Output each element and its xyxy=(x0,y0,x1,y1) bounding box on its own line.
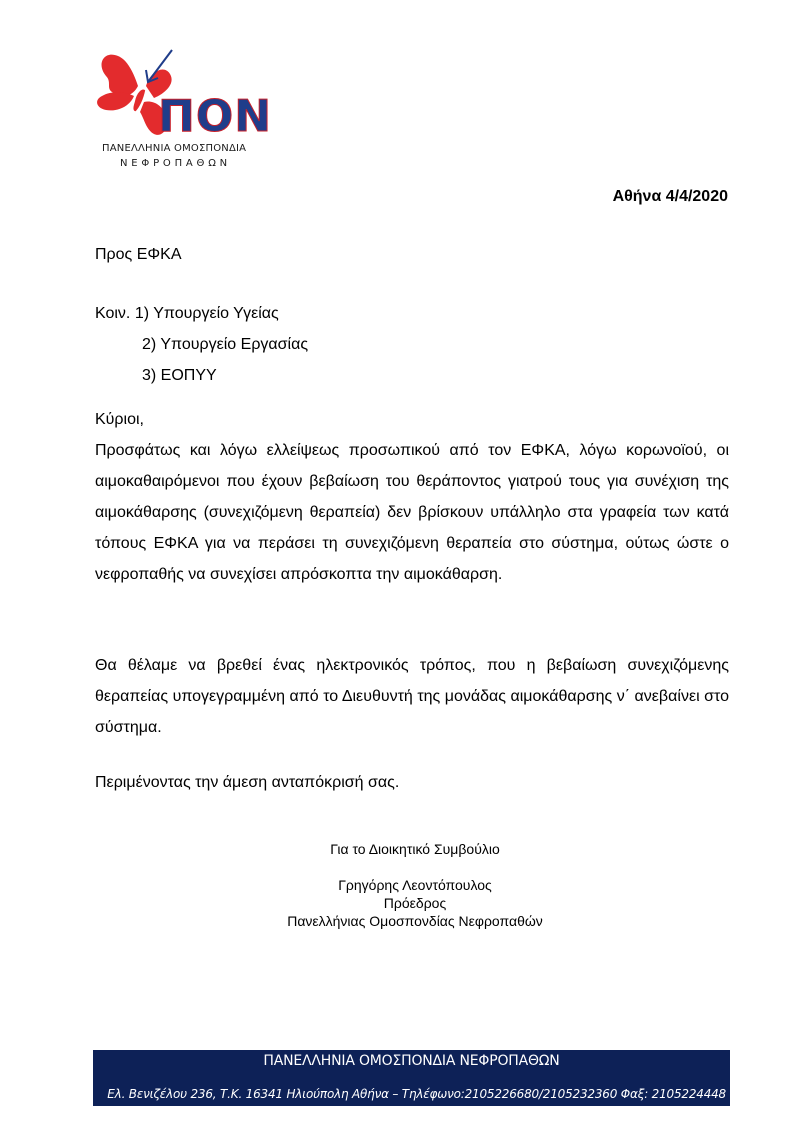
signature-organization: Πανελλήνιας Ομοσπονδίας Νεφροπαθών xyxy=(287,913,543,929)
cc-item: 2) Υπουργείο Εργασίας xyxy=(142,336,309,353)
logo-subtitle-line2: ΝΕΦΡΟΠΑΘΩΝ xyxy=(120,158,231,169)
cc-list xyxy=(95,298,308,391)
cc-item: 3) ΕΟΠΥΥ xyxy=(142,367,217,384)
signature-role: Πρόεδρος xyxy=(383,895,447,911)
logo-subtitle-line1: ΠΑΝΕΛΛΗΝΙΑ ΟΜΟΣΠΟΝΔΙΑ xyxy=(102,143,247,154)
footer-title: ΠΑΝΕΛΛΗΝΙΑ ΟΜΟΣΠΟΝΔΙΑ ΝΕΦΡΟΠΑΘΩΝ xyxy=(263,1053,560,1069)
signature-on-behalf: Για το Διοικητικό Συμβούλιο xyxy=(330,841,500,857)
body-paragraph: Θα θέλαμε να βρεθεί ένας ηλεκτρονικός τρόπος, που η βεβαίωση συνεχιζόμενης θεραπείας υπογεγραμμένη από το Διευθυντή της μονάδας αιμοκάθαρσης ν΄ ανεβαίνει στο σύστημα. xyxy=(95,657,729,736)
letter-date: Αθήνα 4/4/2020 xyxy=(612,188,728,205)
body-paragraph: Προσφάτως και λόγω ελλείψεως προσωπικού από τον ΕΦΚΑ, λόγω κορωνοϊού, οι αιμοκαθαιρόμενοι που έχουν βεβαίωση του θεράποντος γιατρού τους για συνέχιση της αιμοκάθαρσης (συνεχιζόμενη θεραπεία) δεν βρίσκουν υπάλληλο στα γραφεία των κατά τόπους ΕΦΚΑ για να περάσει τη συνεχιζόμενη θεραπεία στο σύστημα, ούτως ώστε ο νεφροπαθής να συνεχίσει απρόσκοπτα την αιμοκάθαρση. xyxy=(95,442,729,583)
signature-block xyxy=(200,840,630,930)
signature-name: Γρηγόρης Λεοντόπουλος xyxy=(338,877,492,893)
footer-contact: Ελ. Βενιζέλου 236, Τ.Κ. 16341 Ηλιούπολη Αθήνα – Τηλέφωνο:2105226680/2105232360 Φαξ: 2105224448 xyxy=(107,1087,726,1101)
body-paragraph: Περιμένοντας την άμεση ανταπόκρισή σας. xyxy=(95,774,400,791)
salutation: Κύριοι, xyxy=(95,411,144,428)
recipient: Προς ΕΦΚΑ xyxy=(95,246,182,263)
cc-item: Κοιν. 1) Υπουργείο Υγείας xyxy=(95,305,279,322)
letterhead-footer xyxy=(93,1050,730,1106)
organization-logo xyxy=(92,46,272,171)
signature-spacer xyxy=(200,858,630,876)
logo-acronym: ΠΟΝ xyxy=(158,91,273,142)
